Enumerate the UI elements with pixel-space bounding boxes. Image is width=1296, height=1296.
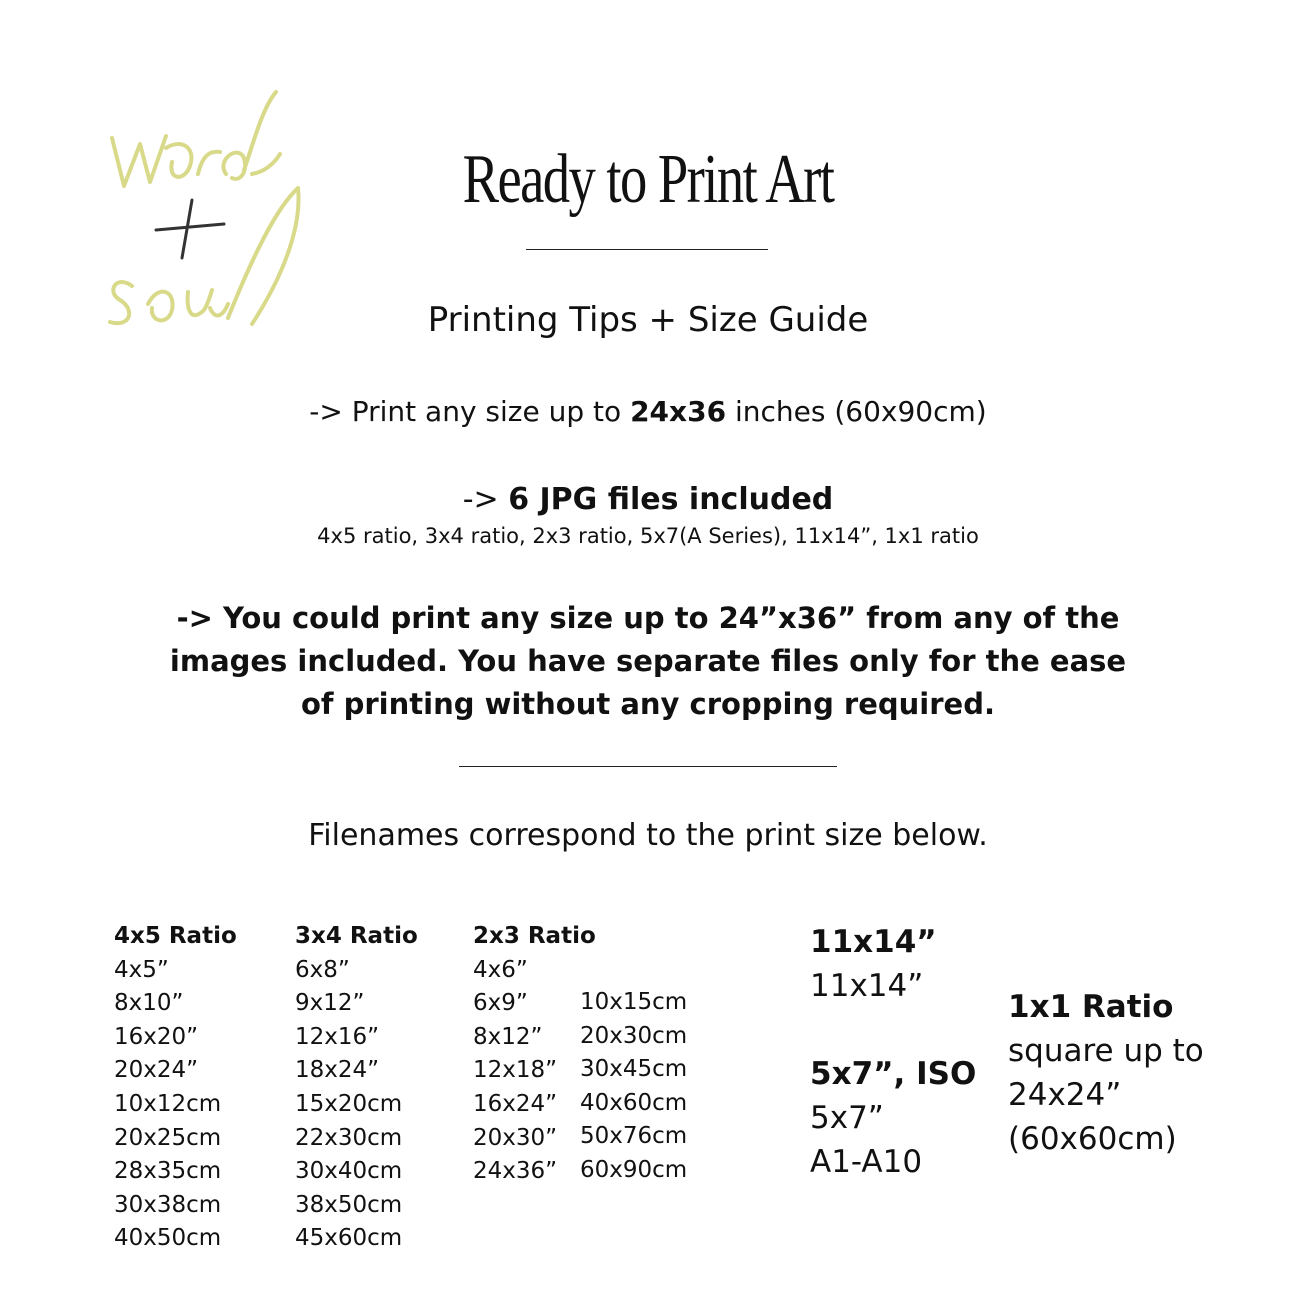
files-included-prefix: -> xyxy=(462,482,509,517)
size-item: 24x36” xyxy=(473,1158,558,1185)
subtitle: Printing Tips + Size Guide xyxy=(427,300,869,340)
filenames-note: Filenames correspond to the print size below. xyxy=(308,818,988,853)
print-note-line: of printing without any cropping required. xyxy=(300,687,995,721)
size-item: 20x30cm xyxy=(580,1022,688,1049)
size-item: 10x12cm xyxy=(114,1090,222,1117)
size-item: 9x12” xyxy=(295,990,365,1017)
size-item: 12x16” xyxy=(295,1023,380,1050)
group-heading: 1x1 Ratio xyxy=(1008,989,1174,1025)
column-3x4-ratio xyxy=(295,920,418,1256)
page-title: Ready to Print Art xyxy=(462,141,834,218)
size-item: (60x60cm) xyxy=(1008,1121,1177,1157)
size-item: 38x50cm xyxy=(295,1191,403,1218)
size-item: 22x30cm xyxy=(295,1124,403,1151)
title-divider xyxy=(526,249,768,250)
size-item: 4x5” xyxy=(114,956,169,983)
size-item: 8x10” xyxy=(114,990,184,1017)
size-item: 5x7” xyxy=(810,1100,884,1136)
files-included-line xyxy=(0,478,1296,522)
size-item: 30x38cm xyxy=(114,1191,222,1218)
size-item: 40x50cm xyxy=(114,1225,222,1252)
group-5x7-iso xyxy=(810,1052,976,1184)
column-2x3-ratio-cm xyxy=(580,986,687,1188)
group-heading: 5x7”, ISO xyxy=(810,1056,977,1092)
group-heading: 11x14” xyxy=(810,924,937,960)
size-item: 8x12” xyxy=(473,1023,543,1050)
size-item: 50x76cm xyxy=(580,1123,688,1150)
print-size-line xyxy=(0,390,1296,434)
size-item: 45x60cm xyxy=(295,1225,403,1252)
size-item: A1-A10 xyxy=(810,1144,923,1180)
size-item: 20x25cm xyxy=(114,1124,222,1151)
ratios-list: 4x5 ratio, 3x4 ratio, 2x3 ratio, 5x7(A Series), 11x14”, 1x1 ratio xyxy=(317,524,979,548)
size-item: 24x24” xyxy=(1008,1077,1122,1113)
group-1x1-ratio xyxy=(1008,985,1204,1161)
logo-text-top: word xyxy=(92,78,95,79)
size-item: 30x45cm xyxy=(580,1056,688,1083)
size-item: square up to xyxy=(1008,1033,1204,1069)
size-item: 30x40cm xyxy=(295,1158,403,1185)
size-item: 20x30” xyxy=(473,1124,558,1151)
size-item: 6x9” xyxy=(473,990,528,1017)
print-size-bold: 24x36 xyxy=(630,395,727,428)
print-note-line: -> You could print any size up to 24”x36” from any of the xyxy=(176,601,1120,635)
size-item: 6x8” xyxy=(295,956,350,983)
column-4x5-ratio xyxy=(114,920,237,1256)
size-item: 16x20” xyxy=(114,1023,199,1050)
size-item: 16x24” xyxy=(473,1090,558,1117)
size-item: 18x24” xyxy=(295,1057,380,1084)
size-item: 15x20cm xyxy=(295,1090,403,1117)
column-heading: 4x5 Ratio xyxy=(114,923,237,949)
column-heading: 2x3 Ratio xyxy=(473,923,596,949)
column-2x3-ratio xyxy=(473,920,596,1189)
size-item: 11x14” xyxy=(810,968,924,1004)
size-item: 12x18” xyxy=(473,1057,558,1084)
files-included-bold: 6 JPG files included xyxy=(508,482,834,517)
size-item: 28x35cm xyxy=(114,1158,222,1185)
column-heading: 3x4 Ratio xyxy=(295,923,418,949)
print-size-prefix: -> Print any size up to xyxy=(309,395,631,428)
size-item: 60x90cm xyxy=(580,1156,688,1183)
print-note xyxy=(0,597,1296,726)
section-divider xyxy=(459,766,837,767)
size-item: 20x24” xyxy=(114,1057,199,1084)
group-11x14 xyxy=(810,920,937,1008)
size-item: 4x6” xyxy=(473,956,528,983)
print-note-line: images included. You have separate files only for the ease xyxy=(169,644,1127,678)
print-size-suffix: inches (60x90cm) xyxy=(726,395,987,428)
size-item: 10x15cm xyxy=(580,989,688,1015)
size-item: 40x60cm xyxy=(580,1089,688,1116)
